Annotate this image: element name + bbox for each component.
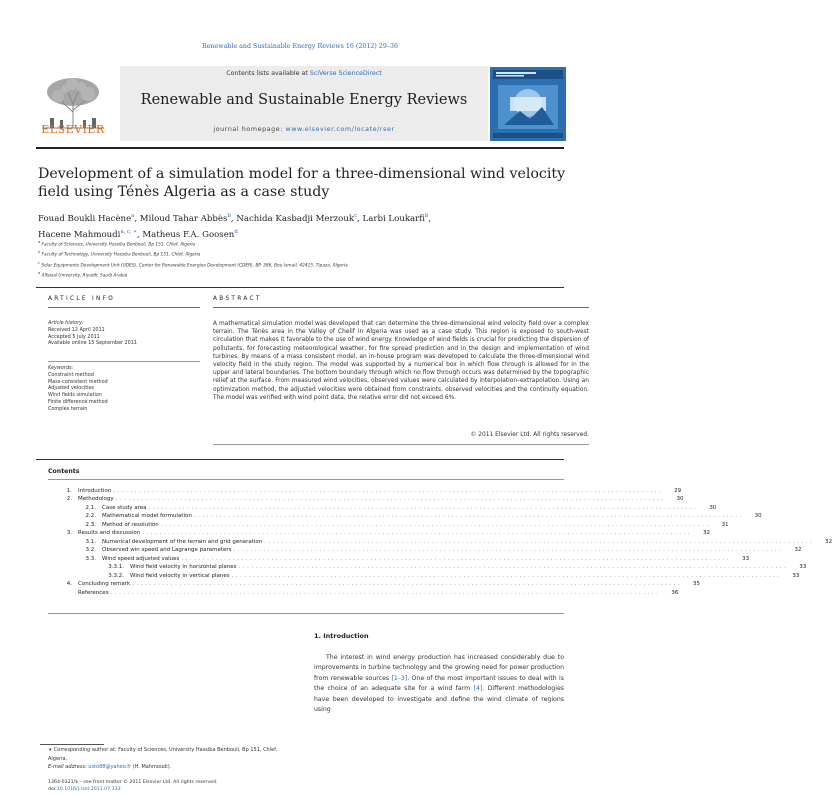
article-title: Development of a simulation model for a three-dimensional wind velocity field using Ténès Algeria as a case study bbox=[38, 166, 566, 200]
toc-entry-title: Concluding remark bbox=[78, 581, 131, 588]
contents-heading: Contents bbox=[48, 468, 80, 475]
toc-entry-number: 4. bbox=[66, 581, 72, 588]
affiliation-list bbox=[38, 239, 558, 280]
history-accepted: Accepted 5 July 2011 bbox=[48, 333, 100, 340]
affiliation-mark: d bbox=[38, 270, 41, 275]
section-rule bbox=[36, 287, 564, 288]
affiliation bbox=[38, 249, 558, 259]
affiliation-mark: b bbox=[38, 250, 41, 255]
affiliation-text: Faculty of Sciences, University Hassiba Benbouli, Bp 151, Chlef, Algeria bbox=[41, 242, 196, 248]
toc-entry-number: 1. bbox=[66, 487, 72, 494]
history-online: Available online 15 September 2011 bbox=[48, 340, 137, 347]
toc-entry-title: Methodology bbox=[78, 496, 114, 503]
journal-cover-thumbnail[interactable] bbox=[490, 67, 566, 141]
keyword-list bbox=[48, 365, 200, 413]
table-of-contents bbox=[48, 485, 832, 596]
toc-entry-number: 3.3.2. bbox=[108, 572, 124, 579]
author-name: Fouad Boukli Hacène bbox=[38, 213, 132, 224]
contents-bottom-rule bbox=[48, 613, 564, 614]
affiliation-mark: c bbox=[38, 260, 40, 265]
contents-top-rule bbox=[36, 459, 564, 460]
toc-entry-title: Wind speed adjusted values bbox=[102, 555, 180, 562]
keyword: Mass-consistent method bbox=[48, 378, 108, 385]
toc-entry-title: Mathematical model formulation bbox=[102, 513, 192, 520]
journal-title[interactable]: Renewable and Sustainable Energy Reviews bbox=[140, 92, 468, 108]
toc-entry[interactable] bbox=[48, 511, 762, 520]
toc-entry-number: 3.1. bbox=[85, 538, 96, 545]
toc-entry-number: 2.2. bbox=[85, 513, 96, 520]
intro-text-part: . Different methodologies have been developed to investigate and define the wind climate of regions using bbox=[314, 685, 564, 714]
contents-availability bbox=[120, 70, 488, 77]
sciencedirect-link[interactable]: SciVerse ScienceDirect bbox=[309, 70, 382, 77]
author-name: Hacene Mahmoudi bbox=[38, 230, 121, 241]
toc-entry[interactable] bbox=[48, 562, 807, 571]
toc-entry-number: 2. bbox=[66, 496, 72, 503]
affiliation-text: Faculty of Technology, University Hassiba Benbouli, Bp 151, Chlef, Algeria bbox=[41, 252, 201, 258]
toc-entry-page: 29 bbox=[674, 487, 682, 494]
toc-entry-title: Numerical development of the terrain and grid generation bbox=[102, 538, 263, 545]
introduction-heading: 1. Introduction bbox=[314, 632, 369, 640]
toc-entry-page: 33 bbox=[792, 572, 800, 579]
homepage-prefix: journal homepage: bbox=[213, 126, 286, 133]
abstract-body: A mathematical simulation model was developed that can determine the three-dimensional wind velocity field over a complex terrain. The Ténès area in the Valley of Chelif in Algeria was used as a case study. This region is exposed to south-west circulation that makes it favorable to the use of wind energy. Knowledge of wind fields is crucial for predicting the dispersion of pollutants, for forecasting meteorological weather, for fire spread prediction and in the design and implementation of wind turbines. By means of a mass consistent model, an in-house program was developed to calculate the three-dimensional wind velocity field in the study region. The model was supported by a numerical box in which flow through is allowed for in the upper and lateral boundaries. The bottom boundary through which no flow through occurs was determined by the topographic relief at the surface. From measured wind velocities, observed values were calculated by interpolation–extrapolation. Using an optimization method, the adjusted velocities were obtained from constraints, observed velocities and the continuity equation. The model was verified with wind point data, the relative error did not exceed 6%. bbox=[213, 321, 589, 401]
toc-entry-page: 30 bbox=[709, 504, 717, 511]
doi-link[interactable]: 10.1016/j.rser.2011.07.133 bbox=[56, 787, 121, 793]
legal-info bbox=[48, 779, 308, 794]
toc-leader-dots: . . . . . . . . . . . . . . . . . . . . . . . . . . . . . . . . . . . . . . . . . . . . . . . . . . . . . . . . . . . . . . . . . . . . . . . . . . . . . . . . . . . . . . . . . . . . . . . . . . . . . . . . . . . . . . . . . . . . . . . . . . . . . . . . bbox=[142, 530, 691, 537]
toc-entry-number: 3.2. bbox=[85, 547, 96, 554]
toc-entry[interactable] bbox=[48, 502, 717, 511]
intro-text-part: The interest in wind energy production has increased considerably due to improvements in turbine technology and the growing need for power production from renewable sources bbox=[314, 654, 564, 682]
article-info-rule bbox=[48, 307, 200, 308]
author-affiliation-mark[interactable]: a, c, ∗ bbox=[120, 229, 137, 236]
keywords-rule bbox=[48, 361, 200, 362]
keyword: Finite difference method bbox=[48, 398, 108, 405]
toc-entry-number: 3.3.1. bbox=[108, 564, 124, 571]
toc-entry-title: Method of resolution bbox=[102, 521, 159, 528]
issn-line: 1364-0321/$ – see front matter © 2011 Elsevier Ltd. All rights reserved. bbox=[48, 780, 218, 785]
toc-entry[interactable] bbox=[48, 553, 750, 562]
toc-entry-page: 32 bbox=[825, 538, 832, 545]
keyword: Constraint method bbox=[48, 371, 94, 378]
toc-entry-page: 30 bbox=[754, 513, 762, 520]
footnote bbox=[48, 746, 286, 772]
toc-leader-dots: . . . . . . . . . . . . . . . . . . . . . . . . . . . . . . . . . . . . . . . . . . . . . . . . . . . . . . . . . . . . . . . . . . . . . . . . . . . . . . . . . . . . . . . . . . . . . . . . . . . . . . . . . . . . . . . . . . . . . . . . . . . . . . . . bbox=[231, 572, 780, 579]
author[interactable] bbox=[38, 214, 134, 224]
toc-entry[interactable] bbox=[48, 587, 679, 596]
author-affiliation-mark[interactable]: c bbox=[354, 213, 358, 219]
toc-entry-title: Results and discussion bbox=[78, 530, 141, 537]
toc-entry-page: 33 bbox=[799, 564, 807, 571]
toc-leader-dots: . . . . . . . . . . . . . . . . . . . . . . . . . . . . . . . . . . . . . . . . . . . . . . . . . . . . . . . . . . . . . . . . . . . . . . . . . . . . . . . . . . . . . . . . . . . . . . . . . . . . . . . . . . . . . . . . . . . . . . . . . . . . . . . . bbox=[148, 504, 697, 511]
author[interactable] bbox=[140, 214, 231, 224]
affiliation-text: Solar Equipments Development Unit (UDES), Center for Renewable Energies Development (CDER), BP. 386, Bou-Ismail, 42415, Tipaza, Algeria bbox=[41, 263, 348, 269]
doi-line bbox=[48, 786, 308, 793]
toc-entry-page: 30 bbox=[676, 496, 684, 503]
corresponding-author-note: ∗ Corresponding author at: Faculty of Sciences, University Hassiba Benbouli, Bp 151, Chlef, Algeria. bbox=[48, 747, 278, 762]
toc-entry[interactable] bbox=[48, 494, 684, 503]
toc-entry-page: 31 bbox=[721, 521, 729, 528]
author-name: Matheus F.A. Goosen bbox=[142, 230, 235, 241]
elsevier-wordmark[interactable]: ELSEVIER bbox=[41, 123, 105, 136]
toc-entry-title: Observed win speed and Lagrange parameters bbox=[102, 547, 232, 554]
author[interactable] bbox=[236, 214, 357, 224]
abstract-rule bbox=[213, 307, 589, 308]
toc-entry-page: 35 bbox=[693, 581, 701, 588]
toc-leader-dots: . . . . . . . . . . . . . . . . . . . . . . . . . . . . . . . . . . . . . . . . . . . . . . . . . . . . . . . . . . . . . . . . . . . . . . . . . . . . . . . . . . . . . . . . . . . . . . . . . . . . . . . . . . . . . . . . . . . . . . . . . . . . . . . . bbox=[110, 589, 659, 596]
abstract-heading: ABSTRACT bbox=[213, 296, 262, 302]
author-name: Nachida Kasbadji Merzouk bbox=[236, 213, 355, 224]
toc-entry-number: 3. bbox=[66, 530, 72, 537]
author-name: Miloud Tahar Abbès bbox=[139, 213, 228, 224]
toc-entry[interactable] bbox=[48, 485, 682, 494]
toc-entry[interactable] bbox=[48, 519, 729, 528]
abstract-end-rule bbox=[213, 444, 589, 445]
contents-prefix: Contents lists available at bbox=[226, 70, 310, 77]
toc-entry-page: 33 bbox=[742, 555, 750, 562]
email-link[interactable]: usto88@yahoo.fr bbox=[88, 764, 132, 771]
toc-leader-dots: . . . . . . . . . . . . . . . . . . . . . . . . . . . . . . . . . . . . . . . . . . . . . . . . . . . . . . . . . . . . . . . . . . . . . . . . . . . . . . . . . . . . . . . . . . . . . . . . . . . . . . . . . . . . . . . . . . . . . . . . . . . . . . . . bbox=[160, 521, 709, 528]
toc-leader-dots: . . . . . . . . . . . . . . . . . . . . . . . . . . . . . . . . . . . . . . . . . . . . . . . . . . . . . . . . . . . . . . . . . . . . . . . . . . . . . . . . . . . . . . . . . . . . . . . . . . . . . . . . . . . . . . . . . . . . . . . . . . . . . . . . bbox=[264, 538, 813, 545]
keyword: Complex terrain bbox=[48, 405, 88, 412]
toc-leader-dots: . . . . . . . . . . . . . . . . . . . . . . . . . . . . . . . . . . . . . . . . . . . . . . . . . . . . . . . . . . . . . . . . . . . . . . . . . . . . . . . . . . . . . . . . . . . . . . . . . . . . . . . . . . . . . . . . . . . . . . . . . . . . . . . . bbox=[233, 547, 782, 554]
toc-leader-dots: . . . . . . . . . . . . . . . . . . . . . . . . . . . . . . . . . . . . . . . . . . . . . . . . . . . . . . . . . . . . . . . . . . . . . . . . . . . . . . . . . . . . . . . . . . . . . . . . . . . . . . . . . . . . . . . . . . . . . . . . . . . . . . . . bbox=[193, 513, 742, 520]
affiliation-text: Alfaisal University, Riyadh, Saudi Arabia bbox=[41, 273, 128, 279]
toc-entry-title: Wind field velocity in horizontal planes bbox=[130, 564, 237, 571]
article-history bbox=[48, 320, 200, 347]
author-affiliation-mark[interactable]: d bbox=[234, 229, 238, 236]
toc-entry[interactable] bbox=[48, 545, 802, 554]
toc-entry-title: References bbox=[78, 589, 109, 596]
toc-entry-title: Case study area bbox=[102, 504, 147, 511]
intro-text-part: . One of the most important issues to deal with is the choice of an adequate site for a wind farm bbox=[314, 674, 564, 693]
affiliation bbox=[38, 239, 558, 249]
article-info-heading: ARTICLE INFO bbox=[48, 296, 116, 302]
author-affiliation-mark[interactable]: a bbox=[131, 213, 135, 219]
toc-entry-title: Introduction bbox=[78, 487, 112, 494]
reference-link[interactable]: [1–3] bbox=[391, 674, 408, 682]
email-label: E-mail address: bbox=[48, 764, 89, 771]
author-list: Fouad Boukli Hacène$^a$, Miloud Tahar Abbès$^b$, Nachida Kasbadji Merzouk$^c$, Larbi Loukarfi$^b$, Hacene Mahmoudi$^{a, c, ∗}$, Matheus F.A. Goosen$^d$ bbox=[38, 213, 432, 241]
copyright-notice: © 2011 Elsevier Ltd. All rights reserved. bbox=[470, 432, 589, 438]
footnote-rule bbox=[40, 744, 104, 745]
toc-entry[interactable] bbox=[48, 536, 832, 545]
toc-entry-title: Wind field velocity in vertical planes bbox=[130, 572, 230, 579]
introduction-paragraph bbox=[314, 653, 564, 715]
affiliation bbox=[38, 270, 558, 280]
toc-entry[interactable] bbox=[48, 579, 701, 588]
keyword: Adjusted velocities bbox=[48, 385, 95, 392]
toc-entry[interactable] bbox=[48, 528, 711, 537]
toc-leader-dots: . . . . . . . . . . . . . . . . . . . . . . . . . . . . . . . . . . . . . . . . . . . . . . . . . . . . . . . . . . . . . . . . . . . . . . . . . . . . . . . . . . . . . . . . . . . . . . . . . . . . . . . . . . . . . . . . . . . . . . . . . . . . . . . . bbox=[181, 555, 730, 562]
reference-link[interactable]: [4] bbox=[473, 685, 483, 693]
keywords-label: Keywords: bbox=[48, 365, 74, 371]
doi-label: doi: bbox=[48, 787, 57, 793]
toc-entry-number: 2.1. bbox=[85, 504, 96, 511]
toc-entry-page: 36 bbox=[671, 589, 679, 596]
toc-leader-dots: . . . . . . . . . . . . . . . . . . . . . . . . . . . . . . . . . . . . . . . . . . . . . . . . . . . . . . . . . . . . . . . . . . . . . . . . . . . . . . . . . . . . . . . . . . . . . . . . . . . . . . . . . . . . . . . . . . . . . . . . . . . . . . . . bbox=[132, 581, 681, 588]
toc-entry-number: 2.3. bbox=[85, 521, 96, 528]
author[interactable] bbox=[363, 214, 429, 224]
affiliation-mark: a bbox=[38, 240, 41, 244]
header-rule bbox=[36, 147, 564, 149]
toc-entry-page: 32 bbox=[703, 530, 711, 537]
author-affiliation-mark[interactable]: b bbox=[425, 213, 429, 219]
toc-leader-dots: . . . . . . . . . . . . . . . . . . . . . . . . . . . . . . . . . . . . . . . . . . . . . . . . . . . . . . . . . . . . . . . . . . . . . . . . . . . . . . . . . . . . . . . . . . . . . . . . . . . . . . . . . . . . . . . . . . . . . . . . . . . . . . . . bbox=[113, 487, 662, 494]
toc-leader-dots: . . . . . . . . . . . . . . . . . . . . . . . . . . . . . . . . . . . . . . . . . . . . . . . . . . . . . . . . . . . . . . . . . . . . . . . . . . . . . . . . . . . . . . . . . . . . . . . . . . . . . . . . . . . . . . . . . . . . . . . . . . . . . . . . bbox=[115, 496, 664, 503]
history-label: Article history: bbox=[48, 320, 84, 326]
journal-citation[interactable]: Renewable and Sustainable Energy Reviews 16 (2012) 29–36 bbox=[202, 43, 398, 50]
affiliation bbox=[38, 260, 558, 270]
homepage-link[interactable]: www.elsevier.com/locate/rser bbox=[285, 126, 395, 133]
email-line bbox=[48, 763, 286, 772]
author-affiliation-mark[interactable]: b bbox=[227, 213, 231, 219]
journal-homepage bbox=[120, 126, 488, 133]
toc-entry[interactable] bbox=[48, 570, 800, 579]
toc-entry-number: 3.3. bbox=[85, 555, 96, 562]
author-name: Larbi Loukarfi bbox=[362, 213, 426, 224]
toc-leader-dots: . . . . . . . . . . . . . . . . . . . . . . . . . . . . . . . . . . . . . . . . . . . . . . . . . . . . . . . . . . . . . . . . . . . . . . . . . . . . . . . . . . . . . . . . . . . . . . . . . . . . . . . . . . . . . . . . . . . . . . . . . . . . . . . . bbox=[238, 564, 787, 571]
history-received: Received 12 April 2011 bbox=[48, 326, 105, 333]
keyword: Wind fields simulation bbox=[48, 392, 102, 399]
toc-entry-page: 32 bbox=[794, 547, 802, 554]
contents-rule bbox=[48, 479, 564, 480]
email-suffix: (H. Mahmoudi). bbox=[131, 764, 172, 771]
